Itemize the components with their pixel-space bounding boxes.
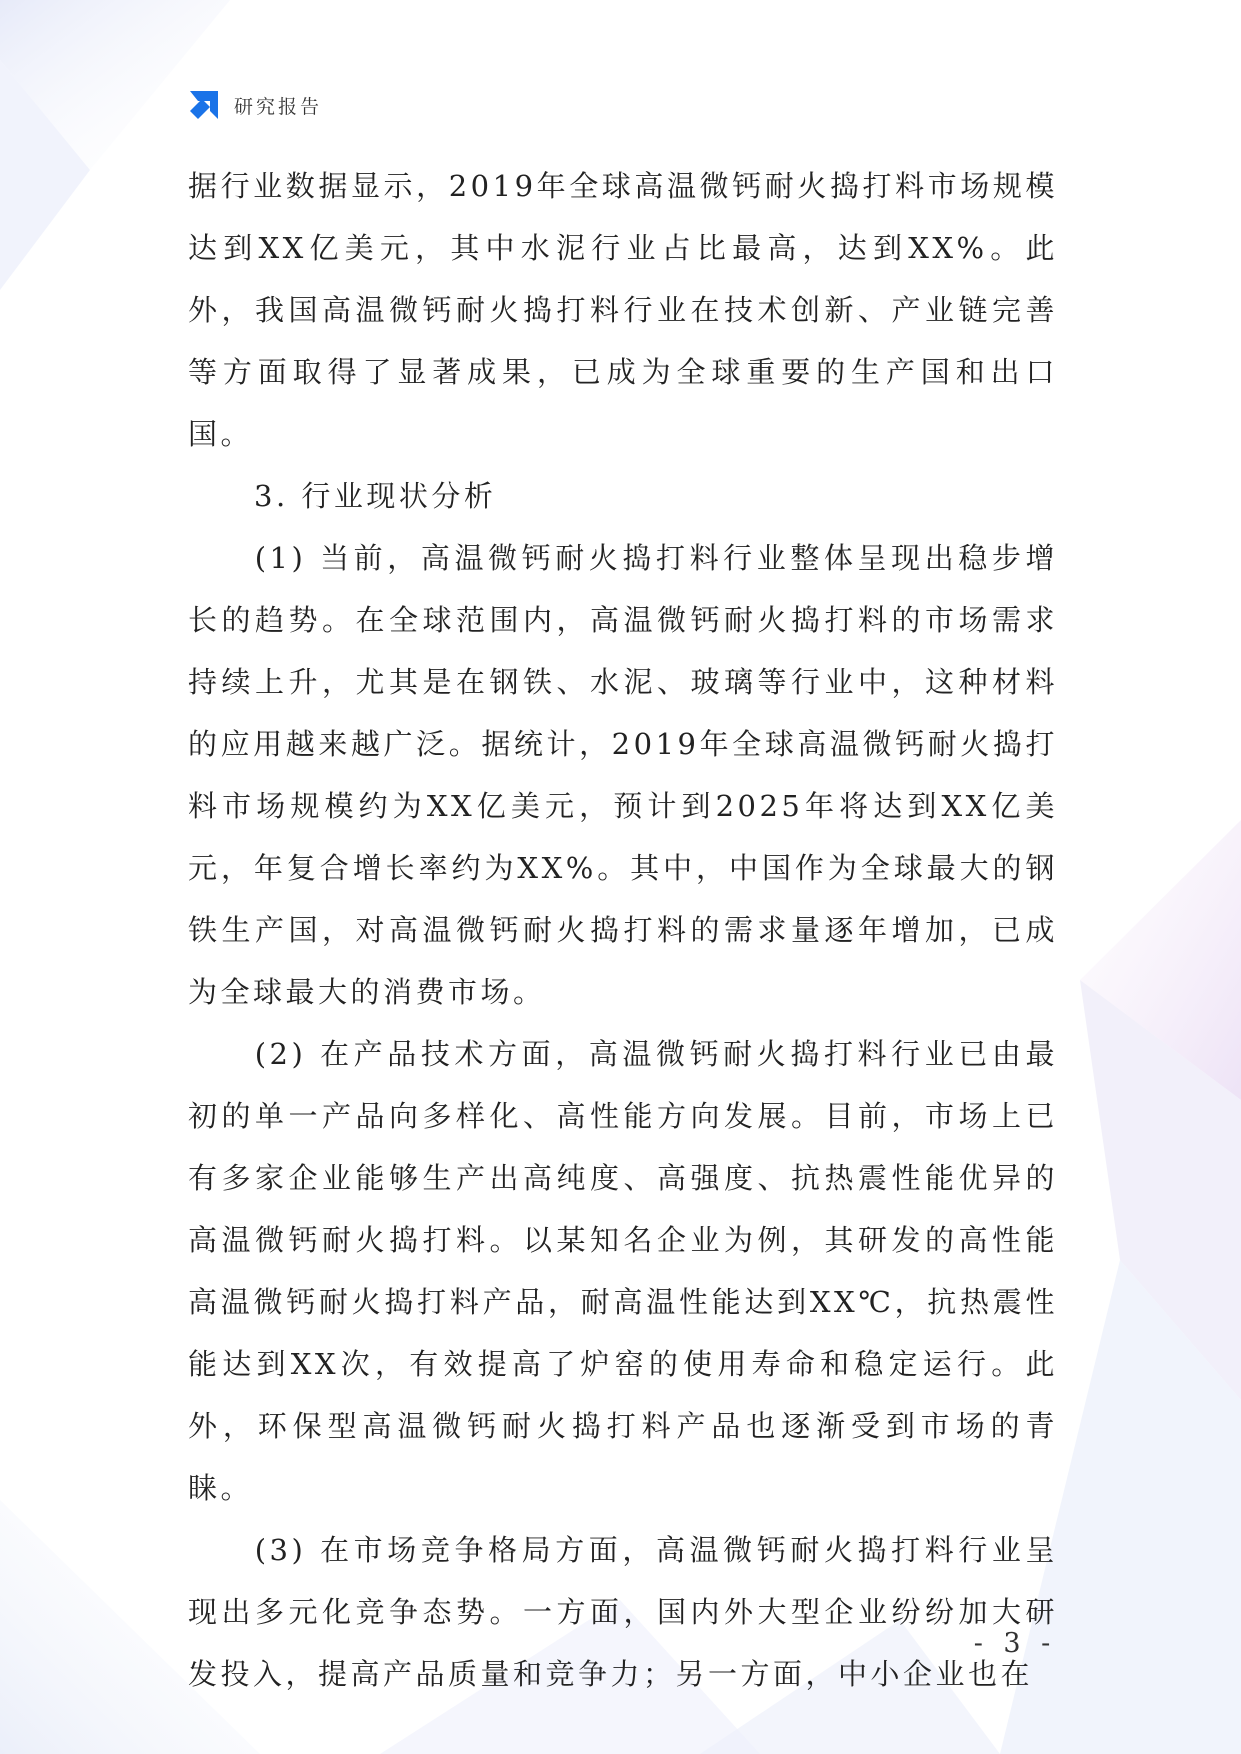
paragraph-product-technology: (2) 在产品技术方面，高温微钙耐火捣打料行业已由最初的单一产品向多样化、高性能方向发展。目前，市场上已有多家企业能够生产出高纯度、高强度、抗热震性能优异的高温微钙耐火捣打料。以某知名企业为例，其研发的高性能高温微钙耐火捣打料产品，耐高温性能达到XX℃，抗热震性能达到XX次，有效提高了炉窑的使用寿命和稳定运行。此外，环保型高温微钙耐火捣打料产品也逐渐受到市场的青睐。 bbox=[188, 1037, 1058, 1505]
paragraph-market-competition: (3) 在市场竞争格局方面，高温微钙耐火捣打料行业呈现出多元化竞争态势。一方面，国内外大型企业纷纷加大研发投入，提高产品质量和竞争力；另一方面，中小企业也在 bbox=[188, 1533, 1058, 1691]
paragraph-current-status: (1) 当前，高温微钙耐火捣打料行业整体呈现出稳步增长的趋势。在全球范围内，高温微钙耐火捣打料的市场需求持续上升，尤其是在钢铁、水泥、玻璃等行业中，这种材料的应用越来越广泛。据统计，2019年全球高温微钙耐火捣打料市场规模约为XX亿美元，预计到2025年将达到XX亿美元，年复合增长率约为XX%。其中，中国作为全球最大的钢铁生产国，对高温微钙耐火捣打料的需求量逐年增加，已成为全球最大的消费市场。 bbox=[188, 541, 1058, 1009]
section-heading: 3. 行业现状分析 bbox=[254, 479, 497, 513]
report-header bbox=[188, 88, 322, 122]
paragraph-intro: 据行业数据显示，2019年全球高温微钙耐火捣打料市场规模达到XX亿美元，其中水泥行业占比最高，达到XX%。此外，我国高温微钙耐火捣打料行业在技术创新、产业链完善等方面取得了显著成果，已成为全球重要的生产国和出口国。 bbox=[188, 169, 1058, 451]
document-body bbox=[188, 155, 1058, 1705]
arrow-up-right-icon bbox=[188, 89, 220, 121]
header-title: 研究报告 bbox=[234, 95, 323, 118]
page-number: - 3 - bbox=[973, 1628, 1057, 1659]
